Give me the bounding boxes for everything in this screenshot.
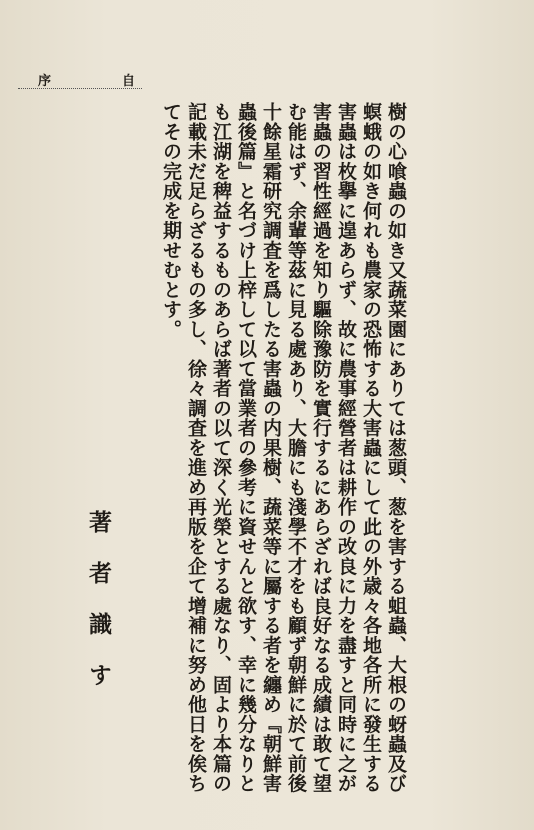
text-line: 蟲後篇』と名づけ上梓して以て當業者の參考に資せんと欲す、幸に幾分なりと xyxy=(235,102,257,794)
text-line: てその完成を期せむとす。 xyxy=(160,102,182,339)
text-line: 十餘星霜研究調査を爲したる害蟲の内果樹、蔬菜等に屬する者を纏め『朝鮮害 xyxy=(260,102,282,794)
header-divider xyxy=(18,88,142,89)
text-line: む能はず、余輩等茲に見る處あり、大膽にも淺學不才をも顧ず朝鮮に於て前後 xyxy=(285,102,307,794)
text-line: 害蟲の習性經過を知り驅除豫防を實行するにあらざれば良好なる成績は敢て望 xyxy=(310,102,332,794)
text-line: 害蟲は枚擧に遑あらず、故に農事經營者は耕作の改良に力を盡すと同時に之が xyxy=(335,102,357,794)
running-header-left: 序 xyxy=(38,74,52,89)
running-header-right: 自 xyxy=(122,74,136,89)
author-signature: 著者識す xyxy=(85,510,112,714)
text-line: も江湖を稗益するものあらば著者の以て深く光榮とする處なり、固より本篇の xyxy=(210,102,232,794)
text-line: 螟蛾の如き何れも農家の恐怖する大害蟲にして此の外歳々各地各所に發生する xyxy=(360,102,382,794)
preface-body xyxy=(144,102,408,794)
text-line: 記載未だ足らざるもの多し、徐々調査を進め再版を企て增補に努め他日を俟ち xyxy=(185,102,207,794)
text-line: 樹の心喰蟲の如き又蔬菜園にありては葱頭、葱を害する蛆蟲、大根の蚜蟲及び xyxy=(385,102,407,794)
